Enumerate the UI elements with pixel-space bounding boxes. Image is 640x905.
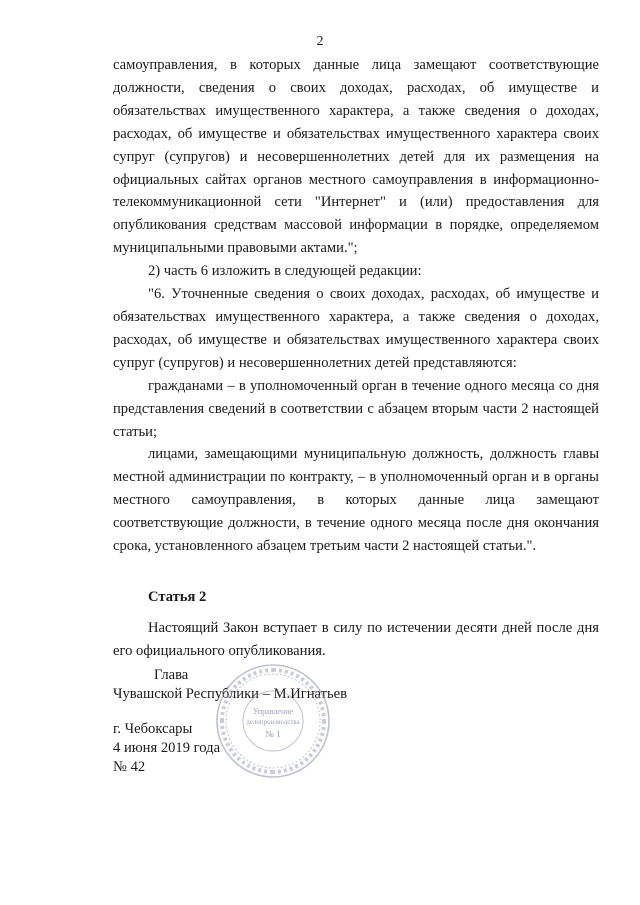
place-of-signing: г. Чебоксары [113, 721, 193, 737]
paragraph-part-6: "6. Уточненные сведения о своих доходах, расходах, об имуществе и обязательствах имущественного характера, а также сведения о доходах, расходах, об имуществе и обязательствах имущественного характера своих супруг (супругов) и несовершеннолетних детей представляются: [113, 286, 599, 371]
seal-graphic [214, 662, 332, 780]
signature-title: Глава [154, 667, 189, 683]
document-body [113, 54, 599, 663]
seal-text-3: № 1 [265, 729, 281, 739]
article-2-heading: Статья 2 [148, 588, 207, 605]
signature-name: Чувашской Республики – М.Игнатьев [113, 686, 348, 702]
paragraph-continuation: самоуправления, в которых данные лица замещают соответствующие должности, сведения о своих доходах, расходах, об имуществе и обязательствах имущественного характера, а также сведения о доходах, расходах, об имуществе и обязательствах имущественного характера своих супруг (супругов) и несовершеннолетних детей для их размещения на официальных сайтах органов местного самоуправления в информационно-телекоммуникационной сети "Интернет" и (или) предоставления для опубликования средствам массовой информации в порядке, определяемом муниципальными правовыми актами."; [113, 57, 599, 257]
signing-date: 4 июня 2019 года [113, 740, 221, 756]
law-number: № 42 [113, 759, 146, 775]
official-seal [214, 662, 332, 785]
paragraph-item-2: 2) часть 6 изложить в следующей редакции: [148, 263, 422, 280]
paragraph-citizens: гражданами – в уполномоченный орган в течение одного месяца со дня представления сведений в соответствии с абзацем вторым части 2 настоящей статьи; [113, 377, 599, 440]
seal-text-2: делопроизводства [246, 718, 300, 726]
page-number: 2 [316, 34, 324, 49]
spacer [113, 558, 599, 578]
paragraph-officials: лицами, замещающими муниципальную должность, должность главы местной администрации по контракту, – в уполномоченный орган и в органы местного самоуправления, в которых данные лица замещают соответствующие должности, в течение одного месяца после дня окончания срока, установленного абзацем третьим части 2 настоящей статьи.". [113, 446, 599, 555]
article-2-text: Настоящий Закон вступает в силу по истечении десяти дней после дня его официального опубликования. [113, 619, 599, 659]
seal-text-1: Управление [252, 707, 294, 716]
